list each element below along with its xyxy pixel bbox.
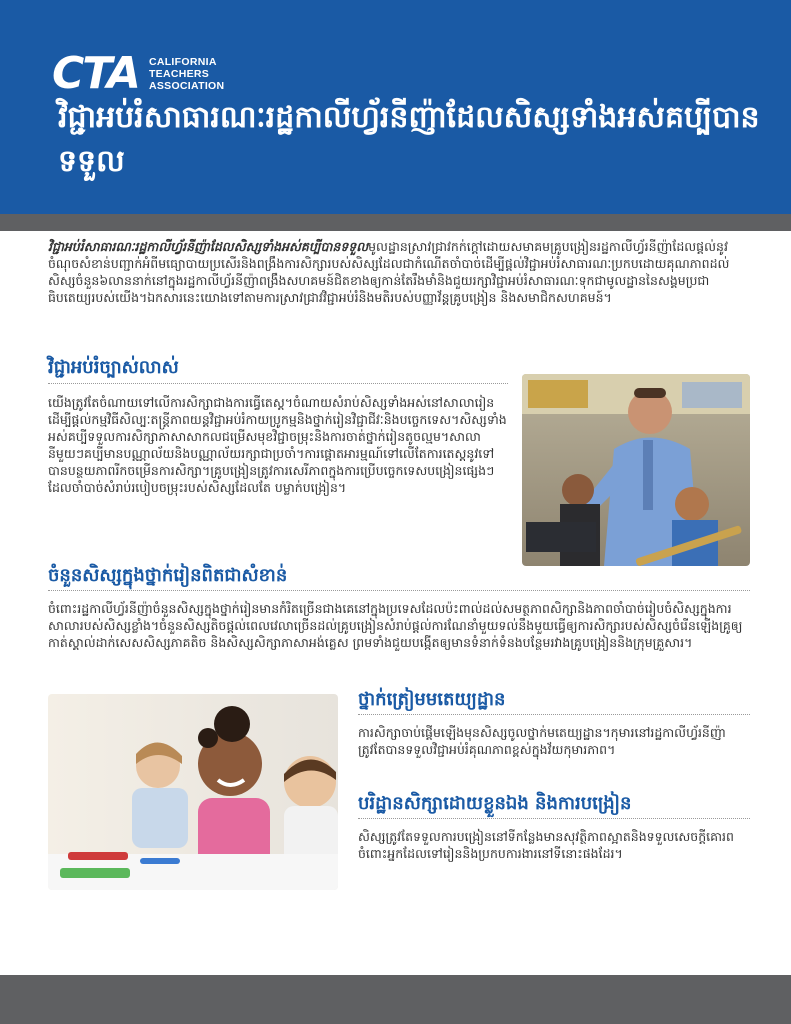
section-divider — [358, 714, 750, 715]
section-heading-preschool: ថ្នាក់ត្រៀមមតេយ្យដ្ឋាន — [358, 689, 506, 710]
intro-body: មូលដ្ឋានស្រាវជ្រាវកក់ក្ដៅដោយសមាគមគ្រូបង្រៀនរដ្ឋកាលីហ្វ័រនីញ៉ាដែលផ្ដល់នូវចំណុចសំខាន់បញ្ជាក់អំពីមធ្យោបាយប្រសើរនិងពង្រឹងការសិក្សារបស់សិស្សដែលជាកំណើតចាំបាច់ដើម្បីផ្ដល់វិជ្ជាអប់រំសាធារណៈប្រកបដោយគុណភាពដល់សិស្សចំនួន៦លាននាក់នៅក្នុងរដ្ឋកាលីហ្វ័រនីញ៉ាពង្រឹងសហគមន៍ជិតខាងឲ្យកាន់តែរឹងមាំនិងជួយរក្សាវិជ្ជាអប់រំសាធារណៈទុកជាមូលដ្ឋាននៃសង្គមប្រជាធិបតេយ្យរបស់យើង។ឯកសារនេះយោងទៅតាមការស្រាវជ្រាវវិជ្ជាអប់រំនិងមតិរបស់បញ្ញាវ័ន្តគ្រូបង្រៀន និងសមាជិកសហគមន៍។ — [48, 239, 730, 305]
photo-teacher-band-class — [522, 374, 750, 566]
section-divider — [48, 383, 508, 384]
intro-lead: វិជ្ជាអប់រំសាធារណៈរដ្ឋកាលីហ្វ័រនីញ៉ាដែលសិស្សទាំងអស់គប្បីបានទទួល — [48, 239, 369, 254]
logo-wordmark — [149, 56, 224, 92]
page-header — [0, 0, 791, 214]
logo-line: CALIFORNIA — [148, 56, 217, 68]
section-heading-environment: បរិដ្ឋានសិក្សាដោយខ្លួនឯង និងការបង្រៀន — [358, 793, 632, 814]
section-body-education: យើងត្រូវតែចំណាយទៅលើការសិក្សាជាងការធ្វើតេស្ត។ចំណាយសំរាប់សិស្សទាំងអស់នៅសាលារៀនដើម្បីផ្ដល់កម្មវិធីសិល្បៈតន្ត្រីភាពយន្តវិជ្ជាអប់រំកាយប្រូកម្មនិងថ្នាក់រៀនវិជ្ជាជីវៈនិងបច្ចេកទេស។សិស្សទាំងអស់គប្បីទទួលការសិក្សាភាសាសាកលជម្រើសមុខវិជ្ជាចម្រុះនិងការចាត់ថ្នាក់រៀនតូចល្មម។សាលានីមួយៗគប្បីមានបណ្ណាល័យនិងបណ្ណាល័យរក្សាជាប្រចាំ។ការផ្ដោតអារម្មណ៍ទៅលើតែការតេស្តនូវទៅបានបន្ថយភាពរីកចម្រើនការសិក្សា។គ្រូបង្រៀនត្រូវការសេរីភាពក្នុងការប្រើបច្ចេកទេសបង្រៀនផ្សេងៗដែលចាំបាច់សំរាប់របៀបចម្រុះរបស់សិស្សដែលតែ បម្លាក់បង្រៀន។ — [48, 395, 507, 495]
section-body-environment: សិស្សត្រូវតែទទួលការបង្រៀននៅទីកន្លែងមានសុវត្ថិភាពស្អាតនិងទទួលសេចក្ដីគោរពចំពោះអ្នកដែលទៅរៀននិងប្រកបការងារនៅទីនោះផងដែរ។ — [358, 829, 734, 861]
section-divider — [358, 818, 750, 819]
logo-mark: CTA — [52, 48, 139, 99]
cta-logo — [52, 48, 225, 99]
logo-line: ASSOCIATION — [148, 80, 225, 92]
section-body-class-size: ចំពោះរដ្ឋកាលីហ្វ័រនីញ៉ាចំនួនសិស្សក្នុងថ្នាក់រៀនមានកំរិតច្រើនជាងគេនៅក្នុងប្រទេសដែលប៉ះពាល់ដល់សមត្ថភាពសិក្សានិងភាពចាំបាច់រៀបចំសិស្សក្នុងការសាលារបស់សិស្សខ្លាំង។ចំនួនសិស្សតិចផ្ដល់ពេលវេលាច្រើនដល់គ្រូបង្រៀនសំរាប់ផ្ដល់ការណែនាំមួយទល់នឹងមួយធ្វើឲ្យការសិក្សារបស់សិស្សចំរើនឡើងគ្រូឲ្យកាត់ស្គាល់ដាក់សេសសិស្សភាគតិច និងសិស្សសិក្សាភាសាអង់គ្លេស ព្រមទាំងជួយបង្កើតឲ្យមានទំនាក់ទំនងបន្ថែមរវាងគ្រូបង្រៀននិងក្រុមគ្រួសារ។ — [48, 601, 743, 650]
section-heading-class-size: ចំនួនសិស្សក្នុងថ្នាក់រៀនពិតជាសំខាន់ — [48, 565, 288, 586]
section-body-preschool: ការសិក្សាចាប់ផ្ដើមឡើងមុនសិស្សចូលថ្នាក់មតេយ្យដ្ឋាន។កុមារនៅរដ្ឋកាលីហ្វ័រនីញ៉ាត្រូវតែបានទទួលវិជ្ជាអប់រំគុណភាពខ្ពស់ក្នុងវ័យកុមារភាព។ — [358, 725, 726, 757]
logo-line: TEACHERS — [148, 68, 210, 80]
section-divider — [48, 590, 750, 591]
page-title: វិជ្ជាអប់រំសាធារណៈរដ្ឋកាលីហ្វ័រនីញ៉ាដែលសិស្សទាំងអស់គប្បីបានទទួល — [58, 100, 760, 179]
section-heading-education: វិជ្ជាអប់រំច្បាស់លាស់ — [48, 357, 179, 378]
footer-band — [0, 975, 791, 1024]
header-band — [0, 214, 791, 231]
photo-smiling-children — [48, 694, 338, 890]
intro-paragraph — [48, 238, 750, 306]
